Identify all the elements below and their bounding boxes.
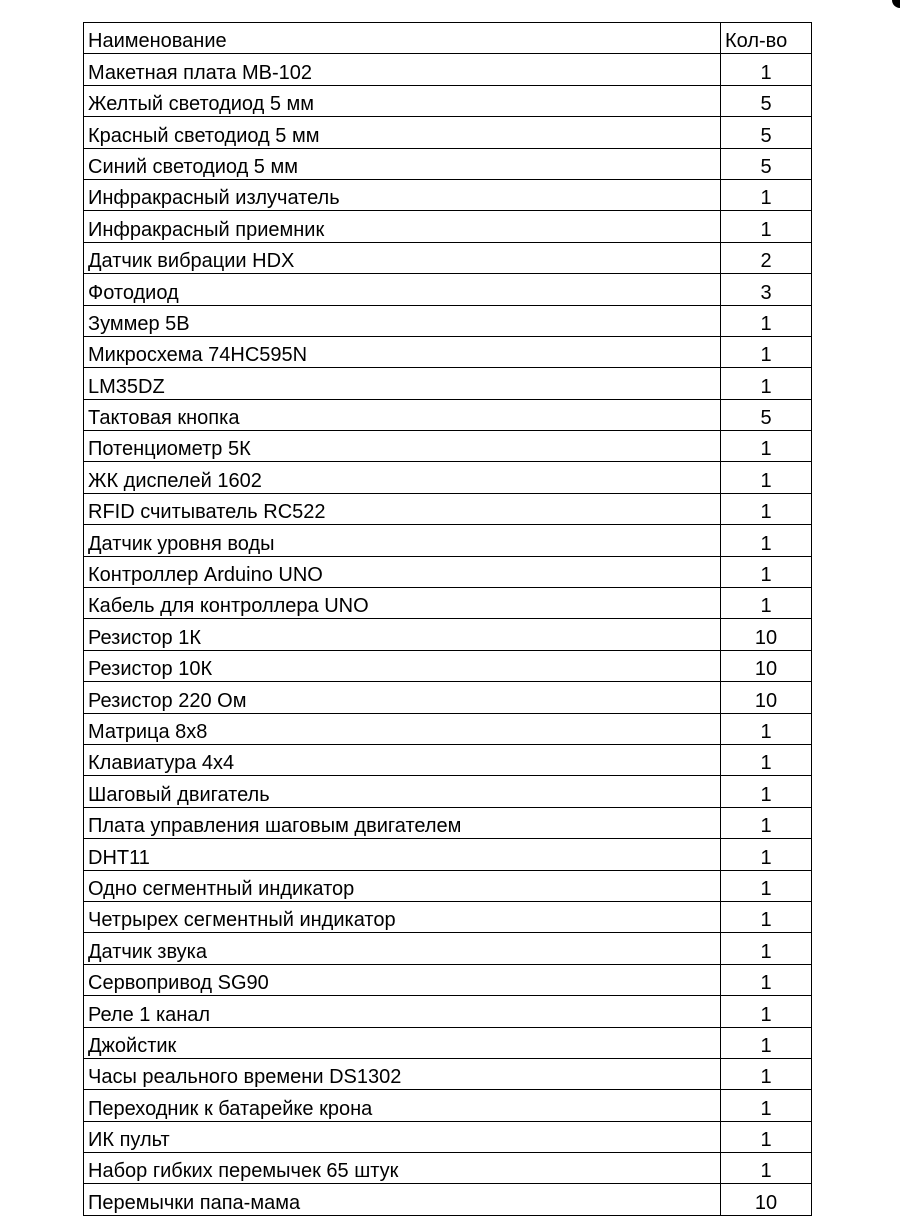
item-name-cell: Сервопривод SG90 [84,964,721,995]
table-row [84,179,812,210]
table-row [84,462,812,493]
item-name-cell: Четрырех сегментный индикатор [84,901,721,932]
table-row [84,525,812,556]
parts-table [83,22,812,1216]
item-name-cell: Резистор 1К [84,619,721,650]
item-qty-cell: 3 [721,274,812,305]
table-row [84,1027,812,1058]
item-qty-cell: 1 [721,462,812,493]
item-qty-cell: 5 [721,399,812,430]
item-qty-cell: 1 [721,839,812,870]
table-row [84,399,812,430]
item-name-cell: Джойстик [84,1027,721,1058]
item-name-cell: Датчик звука [84,933,721,964]
item-qty-cell: 5 [721,148,812,179]
item-name-cell: Резистор 10К [84,650,721,681]
item-qty-cell: 10 [721,619,812,650]
table-row [84,588,812,619]
table-row [84,1058,812,1089]
item-qty-cell: 1 [721,1058,812,1089]
item-name-cell: RFID считыватель RC522 [84,493,721,524]
item-name-cell: ИК пульт [84,1121,721,1152]
item-qty-cell: 10 [721,682,812,713]
item-qty-cell: 1 [721,305,812,336]
item-qty-cell: 1 [721,179,812,210]
table-row [84,870,812,901]
table-row [84,431,812,462]
item-qty-cell: 1 [721,211,812,242]
table-row [84,148,812,179]
item-qty-cell: 1 [721,1027,812,1058]
table-row [84,839,812,870]
item-qty-cell: 5 [721,85,812,116]
item-qty-cell: 1 [721,1121,812,1152]
table-row [84,713,812,744]
item-name-cell: Датчик уровня воды [84,525,721,556]
item-name-cell: ЖК диспелей 1602 [84,462,721,493]
item-name-cell: Часы реального времени DS1302 [84,1058,721,1089]
item-qty-cell: 1 [721,368,812,399]
item-name-cell: Шаговый двигатель [84,776,721,807]
header-qty-cell: Кол-во [721,23,812,54]
item-name-cell: Одно сегментный индикатор [84,870,721,901]
item-name-cell: Зуммер 5В [84,305,721,336]
table-row [84,682,812,713]
item-qty-cell: 5 [721,117,812,148]
table-row [84,368,812,399]
item-qty-cell: 1 [721,493,812,524]
item-name-cell: Потенциометр 5К [84,431,721,462]
item-name-cell: Фотодиод [84,274,721,305]
table-row [84,54,812,85]
item-qty-cell: 10 [721,650,812,681]
item-name-cell: Тактовая кнопка [84,399,721,430]
item-qty-cell: 1 [721,901,812,932]
table-row [84,556,812,587]
item-name-cell: DHT11 [84,839,721,870]
item-name-cell: Набор гибких перемычек 65 штук [84,1153,721,1184]
table-row [84,1153,812,1184]
item-name-cell: Желтый светодиод 5 мм [84,85,721,116]
item-name-cell: Красный светодиод 5 мм [84,117,721,148]
item-qty-cell: 1 [721,870,812,901]
item-qty-cell: 1 [721,964,812,995]
item-qty-cell: 1 [721,556,812,587]
item-qty-cell: 1 [721,713,812,744]
table-row [84,493,812,524]
item-name-cell: Плата управления шаговым двигателем [84,807,721,838]
item-qty-cell: 2 [721,242,812,273]
item-name-cell: Контроллер Arduino UNO [84,556,721,587]
table-row [84,744,812,775]
item-name-cell: Резистор 220 Ом [84,682,721,713]
table-row [84,619,812,650]
item-qty-cell: 1 [721,807,812,838]
table-row [84,996,812,1027]
item-qty-cell: 1 [721,431,812,462]
item-name-cell: Инфракрасный излучатель [84,179,721,210]
item-name-cell: Инфракрасный приемник [84,211,721,242]
item-name-cell: Реле 1 канал [84,996,721,1027]
item-qty-cell: 1 [721,525,812,556]
item-qty-cell: 10 [721,1184,812,1215]
table-row [84,117,812,148]
item-qty-cell: 1 [721,1090,812,1121]
item-qty-cell: 1 [721,776,812,807]
item-name-cell: Переходник к батарейке крона [84,1090,721,1121]
table-row [84,336,812,367]
item-qty-cell: 1 [721,1153,812,1184]
table-row [84,1090,812,1121]
table-header-row [84,23,812,54]
parts-table-body [84,23,812,1216]
item-qty-cell: 1 [721,933,812,964]
table-row [84,211,812,242]
table-row [84,274,812,305]
item-name-cell: Микросхема 74HC595N [84,336,721,367]
item-name-cell: Датчик вибрации HDX [84,242,721,273]
item-name-cell: Макетная плата MB-102 [84,54,721,85]
item-name-cell: Кабель для контроллера UNO [84,588,721,619]
item-qty-cell: 1 [721,744,812,775]
table-row [84,305,812,336]
item-name-cell: Матрица 8х8 [84,713,721,744]
table-row [84,242,812,273]
table-row [84,650,812,681]
header-name-cell: Наименование [84,23,721,54]
item-qty-cell: 1 [721,336,812,367]
table-row [84,901,812,932]
corner-mark [892,0,900,8]
item-qty-cell: 1 [721,54,812,85]
item-name-cell: Клавиатура 4х4 [84,744,721,775]
table-row [84,964,812,995]
table-row [84,1121,812,1152]
item-name-cell: Синий светодиод 5 мм [84,148,721,179]
table-row [84,85,812,116]
table-row [84,933,812,964]
item-qty-cell: 1 [721,996,812,1027]
item-name-cell: LM35DZ [84,368,721,399]
table-row [84,807,812,838]
table-row [84,776,812,807]
item-qty-cell: 1 [721,588,812,619]
item-name-cell: Перемычки папа-мама [84,1184,721,1215]
